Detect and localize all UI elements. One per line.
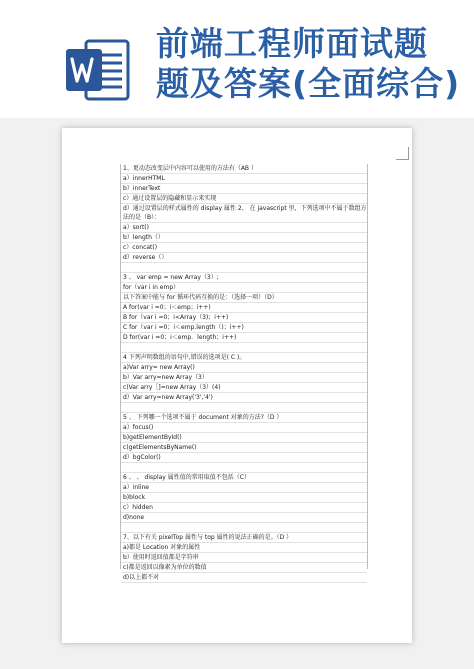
q5-stem: 5 、 下列哪一个选项不属于 document 对象的方法?（D ）: [121, 413, 367, 423]
page-title: [156, 24, 460, 104]
spacer: [121, 343, 367, 353]
q2-option-b: b）length（）: [121, 233, 367, 243]
q5-option-a: a）focus(): [121, 423, 367, 433]
spacer: [121, 403, 367, 413]
q6-option-d: d)none: [121, 513, 367, 523]
q5-option-b: b)getElementById(): [121, 433, 367, 443]
page-header: [0, 0, 474, 128]
q1-option-d: d）通过设置层的样式属性的 display 属性 2、 在 javascript 里，下列选项中不属于数组方法的是（B）：: [123, 205, 367, 221]
q2-option-d: d）reverse（）: [121, 253, 367, 263]
title-line-2: 题及答案(全面综合): [156, 64, 461, 103]
q4-option-b: b）Var arry=new Array（3）: [121, 373, 367, 383]
q7-option-c: c)都是返回以像素为单位的数值: [121, 563, 367, 573]
q3-question: 以下答案中能与 for 循环代码互换的是：（选择一项）（D）: [121, 293, 367, 303]
q6-stem: 6 、 、 display 属性值的常用取值不包括（C）: [121, 473, 367, 483]
q3-code: for（var i in emp）: [121, 283, 367, 293]
q7-stem: 7、以下有关 pixelTop 属性与 top 属性的说法正确的是。（D ）: [121, 533, 367, 543]
title-line-1: 前端工程师面试题: [156, 24, 428, 63]
q3-option-b: B for（var i =0；i<Array（3)；i++): [121, 313, 367, 323]
spacer: [121, 463, 367, 473]
q4-option-a: a)Var arry= new Array(): [121, 363, 367, 373]
q6-option-b: b)block: [121, 493, 367, 503]
q1-option-b: b）innerText: [121, 184, 367, 194]
q3-option-d: D for(var i =0；i＜emp．length；i++): [121, 333, 367, 343]
q6-option-c: c）hidden: [121, 503, 367, 513]
q3-option-a: A for(var i =0；i＜emp；i++): [121, 303, 367, 313]
word-document-icon: [66, 39, 130, 101]
question-list: [120, 164, 368, 581]
q4-stem: 4 下列声明数组的语句中,错误的选项是( C )。: [121, 353, 367, 363]
q2-option-a: a）sort(): [121, 223, 367, 233]
q7-option-d: d)以上都不对: [121, 573, 367, 583]
q1-option-c: c）通过设置层的隐藏和显示来实现: [121, 194, 367, 204]
crop-mark: [396, 147, 409, 160]
q7-option-b: b）使用时返回值都是字符串: [121, 553, 367, 563]
q1-option-a: a）innerHTML: [121, 174, 367, 184]
q5-option-c: c)getElementsByName(): [121, 443, 367, 453]
q4-option-c: c)Var arry［]=new Array（3）(4): [121, 383, 367, 393]
spacer: [121, 263, 367, 273]
q2-option-c: c）concat(): [121, 243, 367, 253]
q3-option-c: C for（var i =0；i＜emp.length（)；i++): [121, 323, 367, 333]
q1-stem: 1、更动态改变层中内容可以使用的方法有（AB ）: [121, 164, 367, 174]
spacer: [121, 523, 367, 533]
q6-option-a: a）inline: [121, 483, 367, 493]
q7-option-a: a)都是 Location 对象的属性: [121, 543, 367, 553]
q3-stem: 3 、 var emp = new Array（3）;: [121, 273, 367, 283]
q4-option-d: d）Var arry=new Array('3','4'): [121, 393, 367, 403]
q5-option-d: d）bgColor(): [121, 453, 367, 463]
